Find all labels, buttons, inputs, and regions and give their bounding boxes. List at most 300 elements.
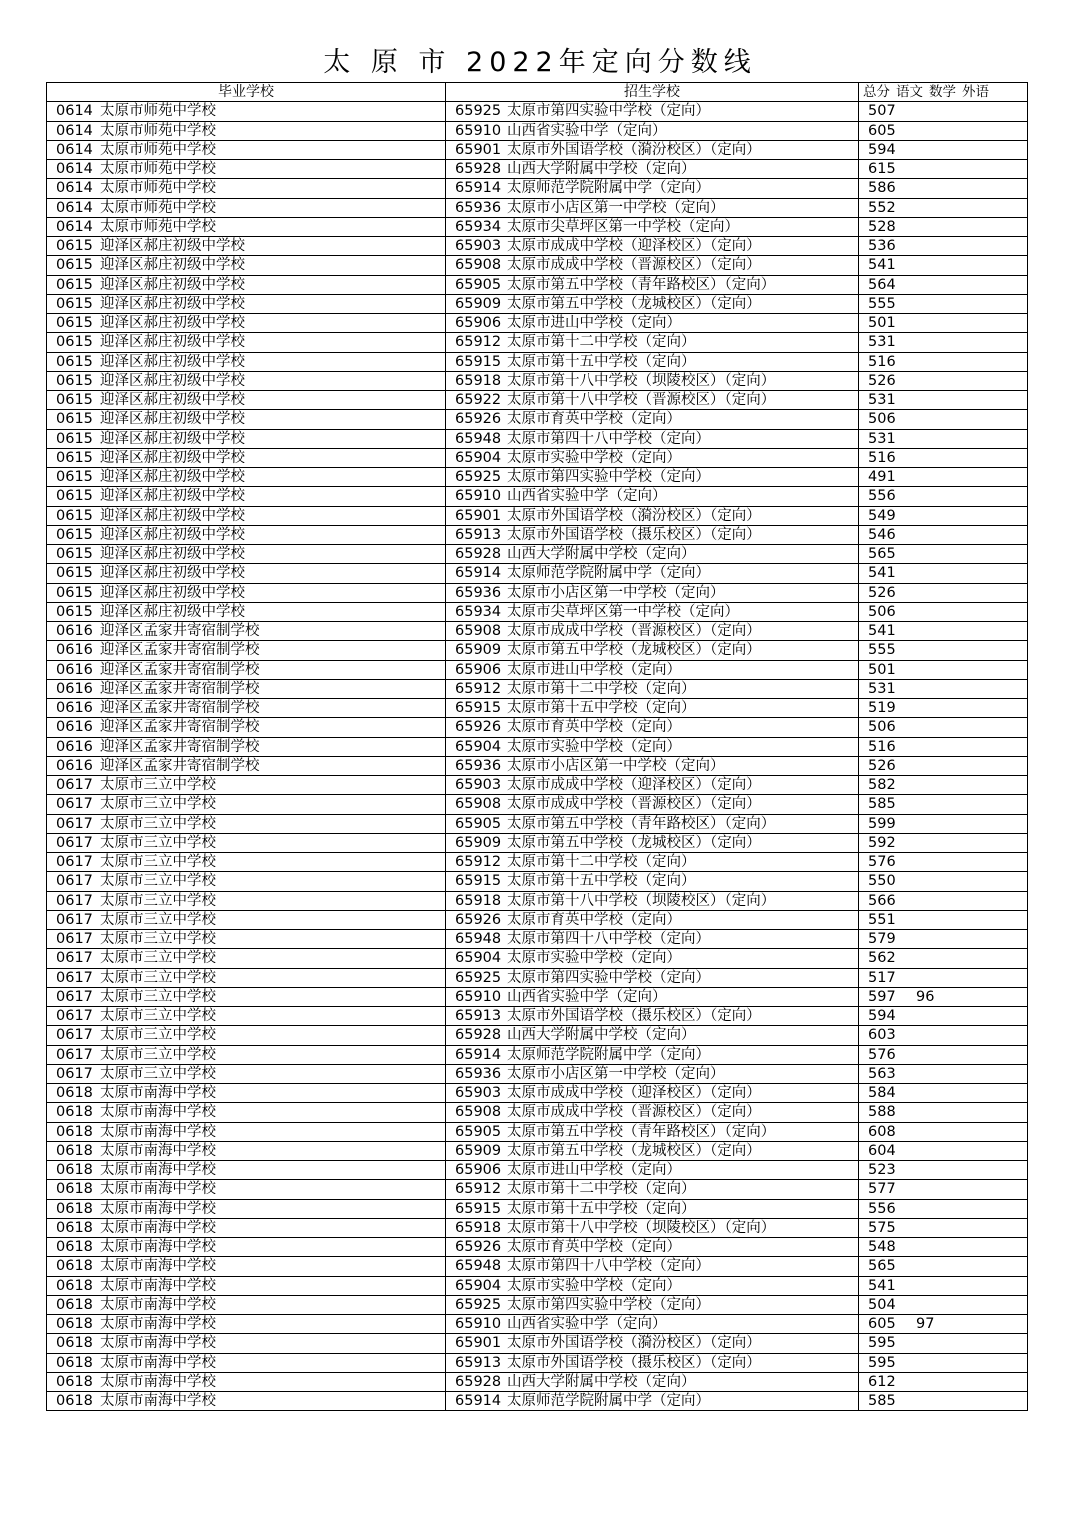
graduate-school-cell [47, 641, 446, 660]
graduate-school-cell [47, 1334, 446, 1353]
graduate-school-code: 0618 [56, 1200, 93, 1217]
total-score: 555 [868, 295, 896, 312]
score-cell [859, 275, 1028, 294]
graduate-school-code: 0617 [56, 988, 93, 1005]
enroll-school-code: 65926 [455, 719, 502, 736]
total-score: 565 [868, 1258, 896, 1275]
total-score: 541 [868, 257, 896, 274]
enroll-school-code: 65934 [455, 603, 502, 620]
enroll-school-name: 太原市实验中学校（定向） [507, 738, 681, 755]
enroll-school-code: 65915 [455, 700, 502, 717]
table-row [47, 256, 1028, 275]
score-cell [859, 583, 1028, 602]
graduate-school-name: 太原市三立中学校 [100, 796, 216, 813]
score-cell [859, 102, 1028, 121]
graduate-school-code: 0615 [56, 546, 93, 563]
enroll-school-code: 65901 [455, 141, 502, 158]
graduate-school-code: 0615 [56, 488, 93, 505]
enroll-school-code: 65908 [455, 623, 502, 640]
enroll-school-cell [446, 1007, 859, 1026]
graduate-school-code: 0617 [56, 777, 93, 794]
score-cell [859, 622, 1028, 641]
total-score: 556 [868, 488, 896, 505]
table-row [47, 1276, 1028, 1295]
score-cell [859, 814, 1028, 833]
graduate-school-name: 太原市三立中学校 [100, 777, 216, 794]
graduate-school-name: 迎泽区孟家井寄宿制学校 [100, 738, 260, 755]
enroll-school-code: 65926 [455, 411, 502, 428]
total-score: 563 [868, 1065, 896, 1082]
graduate-school-code: 0617 [56, 873, 93, 890]
table-row [47, 1295, 1028, 1314]
score-cell [859, 910, 1028, 929]
table-row [47, 1064, 1028, 1083]
table-row [47, 410, 1028, 429]
table-row [47, 237, 1028, 256]
table-row [47, 910, 1028, 929]
enroll-school-cell [446, 930, 859, 949]
graduate-school-cell [47, 1199, 446, 1218]
graduate-school-code: 0618 [56, 1393, 93, 1410]
enroll-school-code: 65912 [455, 680, 502, 697]
score-cell [859, 179, 1028, 198]
enroll-school-code: 65912 [455, 334, 502, 351]
graduate-school-name: 迎泽区郝庄初级中学校 [100, 315, 245, 332]
enroll-school-name: 太原市外国语学校（漪汾校区）（定向） [507, 1335, 761, 1352]
enroll-school-name: 太原市成成中学校（迎泽校区）（定向） [507, 238, 761, 255]
graduate-school-cell [47, 102, 446, 121]
graduate-school-cell [47, 1218, 446, 1237]
graduate-school-name: 迎泽区郝庄初级中学校 [100, 334, 245, 351]
graduate-school-name: 迎泽区孟家井寄宿制学校 [100, 661, 260, 678]
total-score: 597 [868, 988, 896, 1005]
enroll-school-code: 65925 [455, 1296, 502, 1313]
score-cell [859, 930, 1028, 949]
graduate-school-code: 0615 [56, 257, 93, 274]
table-row [47, 140, 1028, 159]
enroll-school-cell [446, 833, 859, 852]
table-row [47, 872, 1028, 891]
enroll-school-code: 65910 [455, 488, 502, 505]
graduate-school-code: 0614 [56, 218, 93, 235]
enroll-school-cell [446, 814, 859, 833]
enroll-school-cell [446, 756, 859, 775]
graduate-school-name: 太原市师苑中学校 [100, 141, 216, 158]
enroll-school-cell [446, 525, 859, 544]
table-row [47, 371, 1028, 390]
enroll-school-cell [446, 179, 859, 198]
table-row [47, 1122, 1028, 1141]
table-row [47, 160, 1028, 179]
graduate-school-code: 0618 [56, 1296, 93, 1313]
enroll-school-code: 65926 [455, 1239, 502, 1256]
enroll-school-cell [446, 1180, 859, 1199]
table-row [47, 1392, 1028, 1411]
score-cell [859, 1295, 1028, 1314]
enroll-school-cell [446, 371, 859, 390]
graduate-school-code: 0617 [56, 1065, 93, 1082]
graduate-school-cell [47, 198, 446, 217]
graduate-school-cell [47, 1103, 446, 1122]
enroll-school-code: 65915 [455, 353, 502, 370]
score-cell [859, 371, 1028, 390]
total-score: 603 [868, 1027, 896, 1044]
graduate-school-code: 0616 [56, 757, 93, 774]
score-cell [859, 237, 1028, 256]
graduate-school-name: 迎泽区孟家井寄宿制学校 [100, 623, 260, 640]
score-cell [859, 968, 1028, 987]
table-row [47, 1103, 1028, 1122]
graduate-school-code: 0615 [56, 507, 93, 524]
enroll-school-code: 65914 [455, 1393, 502, 1410]
total-score: 541 [868, 623, 896, 640]
table-row [47, 1161, 1028, 1180]
graduate-school-cell [47, 833, 446, 852]
graduate-school-name: 太原市三立中学校 [100, 931, 216, 948]
graduate-school-cell [47, 140, 446, 159]
total-score: 605 [868, 122, 896, 139]
score-cell [859, 1238, 1028, 1257]
enroll-school-code: 65901 [455, 1335, 502, 1352]
enroll-school-cell [446, 987, 859, 1006]
total-score: 549 [868, 507, 896, 524]
graduate-school-code: 0617 [56, 854, 93, 871]
enroll-school-code: 65912 [455, 1181, 502, 1198]
total-score: 506 [868, 719, 896, 736]
table-row [47, 1199, 1028, 1218]
graduate-school-code: 0618 [56, 1335, 93, 1352]
table-row [47, 814, 1028, 833]
graduate-school-cell [47, 853, 446, 872]
graduate-school-cell [47, 699, 446, 718]
enroll-school-name: 太原市第五中学校（龙城校区）（定向） [507, 1142, 761, 1159]
graduate-school-cell [47, 179, 446, 198]
total-score: 523 [868, 1162, 896, 1179]
enroll-school-name: 山西大学附属中学校（定向） [507, 546, 696, 563]
graduate-school-name: 迎泽区孟家井寄宿制学校 [100, 700, 260, 717]
graduate-school-name: 太原市三立中学校 [100, 1008, 216, 1025]
graduate-school-cell [47, 391, 446, 410]
enroll-school-code: 65928 [455, 161, 502, 178]
total-score: 501 [868, 661, 896, 678]
enroll-school-name: 太原市第十五中学校（定向） [507, 1200, 696, 1217]
header-graduate-school: 毕业学校 [47, 83, 446, 102]
total-score: 555 [868, 642, 896, 659]
graduate-school-cell [47, 1141, 446, 1160]
graduate-school-name: 太原市师苑中学校 [100, 180, 216, 197]
enroll-school-name: 太原市实验中学校（定向） [507, 449, 681, 466]
graduate-school-name: 太原市南海中学校 [100, 1277, 216, 1294]
total-score: 565 [868, 546, 896, 563]
enroll-school-code: 65908 [455, 257, 502, 274]
score-cell [859, 545, 1028, 564]
enroll-school-name: 山西省实验中学（定向） [507, 988, 667, 1005]
graduate-school-code: 0615 [56, 603, 93, 620]
graduate-school-cell [47, 1180, 446, 1199]
graduate-school-code: 0615 [56, 392, 93, 409]
header-math: 数学 [929, 84, 956, 101]
graduate-school-name: 迎泽区郝庄初级中学校 [100, 411, 245, 428]
graduate-school-code: 0614 [56, 103, 93, 120]
enroll-school-code: 65914 [455, 180, 502, 197]
score-cell [859, 987, 1028, 1006]
graduate-school-name: 太原市师苑中学校 [100, 122, 216, 139]
graduate-school-cell [47, 1392, 446, 1411]
graduate-school-name: 太原市三立中学校 [100, 892, 216, 909]
table-row [47, 102, 1028, 121]
enroll-school-cell [446, 1161, 859, 1180]
enroll-school-cell [446, 1084, 859, 1103]
graduate-school-name: 太原市南海中学校 [100, 1104, 216, 1121]
enroll-school-name: 太原市成成中学校（迎泽校区）（定向） [507, 1085, 761, 1102]
table-row [47, 429, 1028, 448]
graduate-school-cell [47, 756, 446, 775]
graduate-school-name: 迎泽区郝庄初级中学校 [100, 584, 245, 601]
graduate-school-name: 太原市南海中学校 [100, 1162, 216, 1179]
score-cell [859, 679, 1028, 698]
score-cell [859, 410, 1028, 429]
graduate-school-code: 0618 [56, 1219, 93, 1236]
enroll-school-cell [446, 795, 859, 814]
table-row [47, 660, 1028, 679]
graduate-school-cell [47, 891, 446, 910]
graduate-school-code: 0616 [56, 700, 93, 717]
score-cell [859, 256, 1028, 275]
total-score: 551 [868, 911, 896, 928]
enroll-school-code: 65948 [455, 1258, 502, 1275]
table-row [47, 756, 1028, 775]
enroll-school-name: 太原市外国语学校（摄乐校区）（定向） [507, 1354, 761, 1371]
graduate-school-name: 迎泽区郝庄初级中学校 [100, 449, 245, 466]
enroll-school-name: 太原市第四十八中学校（定向） [507, 430, 710, 447]
graduate-school-cell [47, 564, 446, 583]
enroll-school-cell [446, 1295, 859, 1314]
total-score: 516 [868, 738, 896, 755]
graduate-school-code: 0615 [56, 449, 93, 466]
graduate-school-code: 0618 [56, 1258, 93, 1275]
graduate-school-code: 0615 [56, 315, 93, 332]
graduate-school-cell [47, 930, 446, 949]
enroll-school-name: 太原师范学院附属中学（定向） [507, 180, 710, 197]
score-cell [859, 333, 1028, 352]
score-cell [859, 1026, 1028, 1045]
table-body [47, 102, 1028, 1411]
enroll-school-code: 65906 [455, 1162, 502, 1179]
enroll-school-cell [446, 602, 859, 621]
graduate-school-name: 迎泽区孟家井寄宿制学校 [100, 719, 260, 736]
graduate-school-name: 迎泽区郝庄初级中学校 [100, 526, 245, 543]
table-row [47, 294, 1028, 313]
total-score: 615 [868, 161, 896, 178]
enroll-school-code: 65936 [455, 1065, 502, 1082]
table-row [47, 602, 1028, 621]
enroll-school-cell [446, 718, 859, 737]
enroll-school-cell [446, 1103, 859, 1122]
graduate-school-name: 太原市三立中学校 [100, 988, 216, 1005]
enroll-school-code: 65925 [455, 469, 502, 486]
graduate-school-cell [47, 1295, 446, 1314]
score-cell [859, 1064, 1028, 1083]
enroll-school-code: 65905 [455, 276, 502, 293]
table-row [47, 468, 1028, 487]
total-score: 566 [868, 892, 896, 909]
graduate-school-cell [47, 371, 446, 390]
graduate-school-name: 太原市三立中学校 [100, 1046, 216, 1063]
enroll-school-name: 太原市第十五中学校（定向） [507, 353, 696, 370]
enroll-school-cell [446, 198, 859, 217]
table-row [47, 352, 1028, 371]
enroll-school-code: 65906 [455, 661, 502, 678]
score-cell [859, 1276, 1028, 1295]
graduate-school-name: 迎泽区郝庄初级中学校 [100, 295, 245, 312]
total-score: 516 [868, 353, 896, 370]
enroll-school-cell [446, 699, 859, 718]
graduate-school-code: 0618 [56, 1277, 93, 1294]
enroll-school-cell [446, 1372, 859, 1391]
enroll-school-cell [446, 121, 859, 140]
graduate-school-code: 0614 [56, 199, 93, 216]
enroll-school-cell [446, 737, 859, 756]
graduate-school-cell [47, 622, 446, 641]
graduate-school-cell [47, 1045, 446, 1064]
score-cell [859, 294, 1028, 313]
enroll-school-name: 太原市第十五中学校（定向） [507, 873, 696, 890]
graduate-school-name: 太原市三立中学校 [100, 834, 216, 851]
graduate-school-cell [47, 1122, 446, 1141]
total-score: 546 [868, 526, 896, 543]
total-score: 550 [868, 873, 896, 890]
enroll-school-cell [446, 1199, 859, 1218]
enroll-school-name: 太原市第四十八中学校（定向） [507, 931, 710, 948]
total-score: 526 [868, 372, 896, 389]
total-score: 501 [868, 315, 896, 332]
score-cell [859, 891, 1028, 910]
total-score: 584 [868, 1085, 896, 1102]
enroll-school-code: 65904 [455, 449, 502, 466]
total-score: 595 [868, 1354, 896, 1371]
score-cell [859, 1103, 1028, 1122]
graduate-school-code: 0618 [56, 1373, 93, 1390]
enroll-school-name: 太原市第五中学校（青年路校区）（定向） [507, 1123, 776, 1140]
enroll-school-name: 太原市育英中学校（定向） [507, 1239, 681, 1256]
enroll-school-name: 太原市第十五中学校（定向） [507, 700, 696, 717]
enroll-school-name: 太原市第五中学校（龙城校区）（定向） [507, 295, 761, 312]
enroll-school-code: 65909 [455, 295, 502, 312]
total-score: 519 [868, 700, 896, 717]
score-cell [859, 641, 1028, 660]
enroll-school-name: 太原市第十八中学校（坝陵校区）（定向） [507, 892, 776, 909]
graduate-school-code: 0617 [56, 911, 93, 928]
score-cell [859, 198, 1028, 217]
total-score: 599 [868, 815, 896, 832]
graduate-school-cell [47, 679, 446, 698]
enroll-school-name: 太原市第五中学校（龙城校区）（定向） [507, 642, 761, 659]
enroll-school-code: 65903 [455, 1085, 502, 1102]
total-score: 556 [868, 1200, 896, 1217]
enroll-school-cell [446, 468, 859, 487]
graduate-school-cell [47, 1372, 446, 1391]
total-score: 516 [868, 449, 896, 466]
graduate-school-code: 0616 [56, 680, 93, 697]
enroll-school-cell [446, 1334, 859, 1353]
table-row [47, 891, 1028, 910]
graduate-school-cell [47, 314, 446, 333]
enroll-school-code: 65918 [455, 892, 502, 909]
enroll-school-name: 太原市外国语学校（漪汾校区）（定向） [507, 141, 761, 158]
enroll-school-name: 太原市进山中学校（定向） [507, 661, 681, 678]
score-cell [859, 1161, 1028, 1180]
score-cell [859, 1007, 1028, 1026]
graduate-school-name: 迎泽区郝庄初级中学校 [100, 372, 245, 389]
score-cell [859, 1392, 1028, 1411]
enroll-school-name: 太原市进山中学校（定向） [507, 1162, 681, 1179]
graduate-school-name: 太原市三立中学校 [100, 969, 216, 986]
enroll-school-code: 65910 [455, 122, 502, 139]
enroll-school-cell [446, 1141, 859, 1160]
graduate-school-cell [47, 487, 446, 506]
enroll-school-code: 65928 [455, 546, 502, 563]
enroll-school-cell [446, 679, 859, 698]
graduate-school-code: 0618 [56, 1162, 93, 1179]
graduate-school-code: 0616 [56, 661, 93, 678]
score-cell [859, 1141, 1028, 1160]
enroll-school-cell [446, 391, 859, 410]
enroll-school-code: 65906 [455, 315, 502, 332]
score-cell [859, 1180, 1028, 1199]
table-row [47, 718, 1028, 737]
header-english: 外语 [962, 84, 989, 101]
graduate-school-code: 0615 [56, 430, 93, 447]
table-row [47, 949, 1028, 968]
graduate-school-code: 0618 [56, 1142, 93, 1159]
score-cell [859, 314, 1028, 333]
total-score: 605 [868, 1316, 896, 1333]
score-cell [859, 217, 1028, 236]
graduate-school-code: 0618 [56, 1181, 93, 1198]
enroll-school-code: 65915 [455, 1200, 502, 1217]
graduate-school-cell [47, 429, 446, 448]
total-score: 531 [868, 334, 896, 351]
total-score: 536 [868, 238, 896, 255]
enroll-school-cell [446, 545, 859, 564]
enroll-school-cell [446, 872, 859, 891]
score-cell [859, 1257, 1028, 1276]
enroll-school-code: 65928 [455, 1027, 502, 1044]
enroll-school-code: 65936 [455, 757, 502, 774]
enroll-school-name: 太原市第十八中学校（坝陵校区）（定向） [507, 1219, 776, 1236]
score-cell [859, 160, 1028, 179]
total-score: 552 [868, 199, 896, 216]
graduate-school-cell [47, 217, 446, 236]
table-row [47, 1218, 1028, 1237]
score-cell [859, 1353, 1028, 1372]
enroll-school-name: 太原师范学院附属中学（定向） [507, 1046, 710, 1063]
enroll-school-name: 太原市育英中学校（定向） [507, 719, 681, 736]
enroll-school-name: 太原市第十八中学校（坝陵校区）（定向） [507, 372, 776, 389]
graduate-school-code: 0616 [56, 719, 93, 736]
graduate-school-cell [47, 1238, 446, 1257]
enroll-school-cell [446, 506, 859, 525]
graduate-school-name: 太原市南海中学校 [100, 1335, 216, 1352]
table-row [47, 1238, 1028, 1257]
enroll-school-cell [446, 256, 859, 275]
total-score: 576 [868, 854, 896, 871]
table-row [47, 1334, 1028, 1353]
enroll-school-cell [446, 564, 859, 583]
graduate-school-code: 0618 [56, 1085, 93, 1102]
graduate-school-cell [47, 545, 446, 564]
table-row [47, 930, 1028, 949]
